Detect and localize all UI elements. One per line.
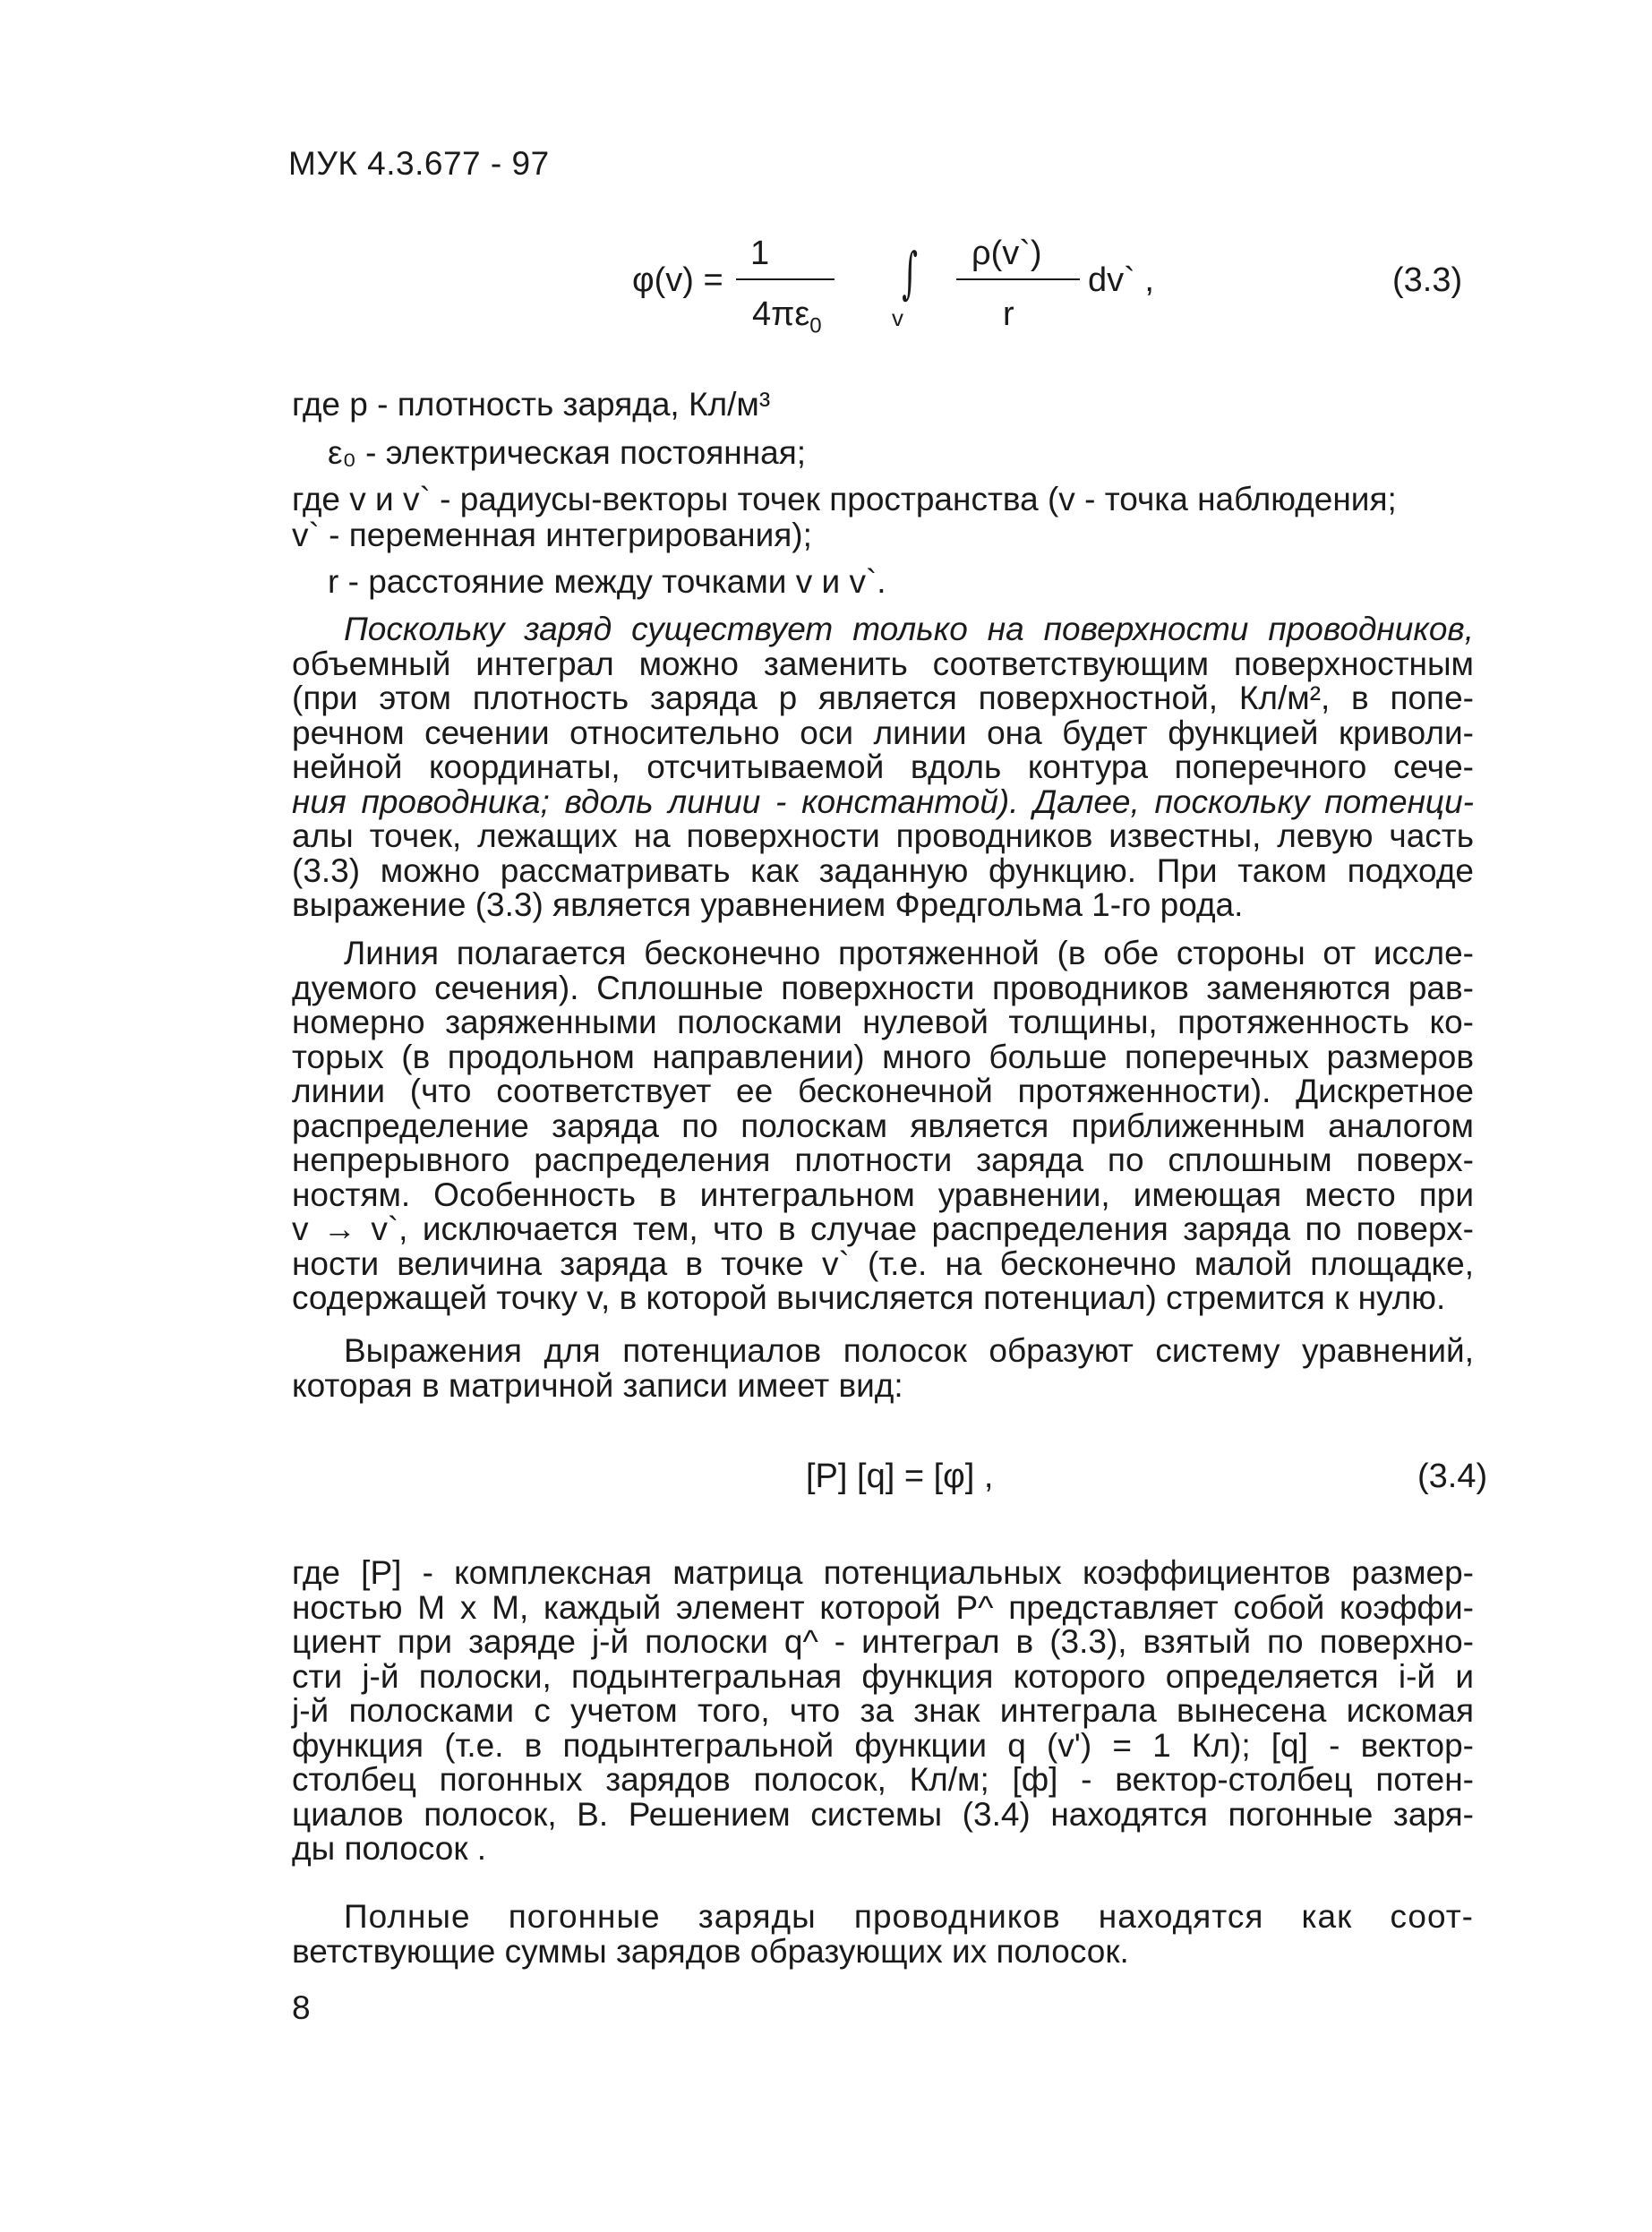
fraction-bar [736, 278, 835, 280]
text-line: где [P] - комплексная матрица потенциальных коэффициентов размер- [292, 1554, 1474, 1591]
text-line: линии (что соответствует ее бесконечной протяженности). Дискретное [292, 1073, 1474, 1109]
definition-text: где v и v` - радиусы-векторы точек пространства (v - точка наблюдения; [292, 481, 1397, 517]
text-line: ния проводника; вдоль линии - константой). Далее, поскольку потенци- [292, 782, 1474, 820]
formula-lhs: φ(v) = [632, 261, 723, 299]
definition-line: где р - плотность заряда, Кл/м³ [292, 386, 771, 423]
text-line: (3.3) можно рассматривать как заданную функцию. При таком подходе [292, 851, 1474, 889]
text-line: которая в матричной записи имеет вид: [292, 1366, 903, 1404]
fraction-denominator [752, 295, 822, 339]
text-line: v → v`, исключается тем, что в случае распределения заряда по поверх- [292, 1210, 1474, 1247]
text-line: распределение заряда по полоскам является приближенным аналогом [292, 1107, 1474, 1144]
text-line: (при этом плотность заряда р является поверхностной, Кл/м², в попе- [292, 680, 1474, 716]
text-line: Линия полагается бесконечно протяженной (в обе стороны от иссле- [344, 935, 1474, 971]
paragraph [292, 1334, 1474, 1403]
fraction-denominator-subscript: 0 [809, 313, 822, 338]
fraction-numerator: 1 [750, 235, 770, 272]
integrand-fraction-bar [956, 278, 1080, 280]
text-line: Выражения для потенциалов полосок образуют систему уравнений, [344, 1332, 1474, 1369]
text-line: речном сечении относительно оси линии она будет функцией криволи- [292, 714, 1474, 751]
document-header: МУК 4.3.677 - 97 [288, 145, 550, 182]
text-line: Поскольку заряд существует только на поверхности проводников, [344, 611, 1474, 647]
definition-line: r - расстояние между точками v и v`. [328, 563, 886, 600]
integral-subscript: v [892, 304, 903, 331]
text-line: нейной координаты, отсчитываемой вдоль контура поперечного сече- [292, 748, 1474, 785]
paragraph [292, 936, 1474, 1316]
text-line: столбец погонных зарядов полосок, Кл/м; [ф] - вектор-столбец потен- [292, 1761, 1474, 1798]
paragraph [292, 1900, 1474, 1969]
text-line: ветствующие суммы зарядов образующих их полосок. [292, 1932, 1129, 1970]
text-line: ды полосок . [292, 1830, 487, 1867]
text-line: циент при заряде j-й полоски q^ - интеграл в (3.3), взятый по поверхно- [292, 1623, 1474, 1660]
integral-sign: ∫ [902, 240, 919, 305]
paragraph [292, 612, 1474, 923]
text-line: алы точек, лежащих на поверхности проводников известны, левую часть [292, 817, 1474, 854]
text-line: функция (т.е. в подынтегральной функции q (v') = 1 Кл); [q] - вектор- [292, 1726, 1474, 1764]
text-line: выражение (3.3) является уравнением Фредгольма 1-го рода. [292, 886, 1244, 923]
equation-number: (3.3) [1392, 261, 1463, 299]
text-line: сти j-й полоски, подынтегральная функция которого определяется i-й и [292, 1657, 1474, 1695]
fraction-denominator-text: 4πε [752, 295, 810, 333]
text-line: непрерывного распределения плотности заряда по сплошным поверх- [292, 1142, 1474, 1178]
page-number: 8 [292, 1989, 311, 2026]
equation-number: (3.4) [1417, 1458, 1488, 1495]
definition-line [292, 482, 1474, 517]
text-line: циалов полосок, В. Решением системы (3.4) находятся погонные заря- [292, 1795, 1474, 1833]
formula-3-4: [P] [q] = [φ] , [806, 1458, 994, 1495]
text-line: номерно заряженными полосками нулевой толщины, протяженность ко- [292, 1004, 1474, 1040]
text-line: торых (в продольном направлении) много больше поперечных размеров [292, 1038, 1474, 1075]
text-line: ностью M x M, каждый элемент которой P^ представляет собой коэффи- [292, 1588, 1474, 1626]
text-line: j-й полосками с учетом того, что за знак интеграла вынесена искомая [292, 1692, 1474, 1729]
text-line: содержащей точку v, в которой вычисляется потенциал) стремится к нулю. [292, 1279, 1446, 1316]
text-line: Полные погонные заряды проводников находятся как соот- [344, 1898, 1474, 1935]
integrand-denominator: r [1003, 295, 1014, 333]
text-line: объемный интеграл можно заменить соответствующим поверхностным [292, 645, 1474, 682]
text-line: ности величина заряда в точке v` (т.е. на бесконечно малой площадке, [292, 1244, 1474, 1282]
text-line: дуемого сечения). Сплошные поверхности проводников заменяются рав- [292, 969, 1474, 1006]
definition-line: ε₀ - электрическая постоянная; [328, 434, 807, 471]
text-line: ностям. Особенность в интегральном уравнении, имеющая место при [292, 1176, 1474, 1213]
definition-line: v` - переменная интегрирования); [292, 517, 812, 553]
paragraph [292, 1556, 1474, 1867]
integral-differential: dv` , [1088, 261, 1154, 299]
integrand-numerator: ρ(v`) [972, 235, 1042, 272]
